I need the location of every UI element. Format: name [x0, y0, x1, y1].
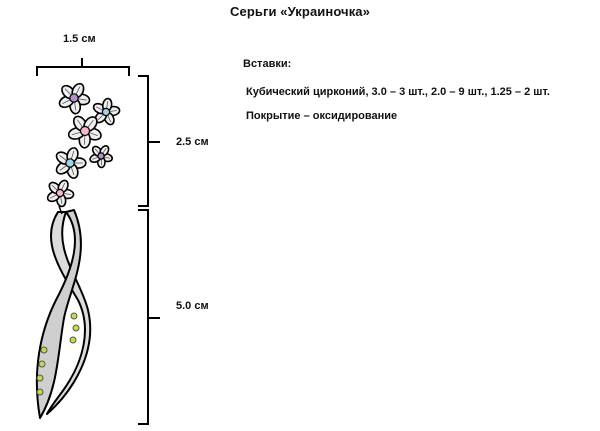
- earring-ribbon: [37, 206, 90, 418]
- lower-height-bracket: [138, 210, 160, 424]
- width-bracket: [37, 58, 129, 76]
- flower-icon: [89, 144, 113, 167]
- coating-spec: Покрытие – оксидирование: [246, 110, 398, 122]
- inserts-heading: Вставки:: [243, 58, 292, 70]
- width-dimension-label: 1.5 см: [63, 33, 96, 45]
- flower-icon: [54, 146, 86, 179]
- upper-height-bracket: [138, 76, 160, 206]
- flower-icon: [46, 179, 74, 207]
- flower-icon: [58, 82, 91, 115]
- stones-spec: Кубический цирконий, 3.0 – 3 шт., 2.0 – 9 шт., 1.25 – 2 шт.: [246, 86, 550, 98]
- upper-height-dimension-label: 2.5 см: [176, 136, 209, 148]
- page-title: Серьги «Украиночка»: [230, 4, 370, 19]
- lower-height-dimension-label: 5.0 см: [176, 300, 209, 312]
- flower-cluster: [46, 82, 120, 207]
